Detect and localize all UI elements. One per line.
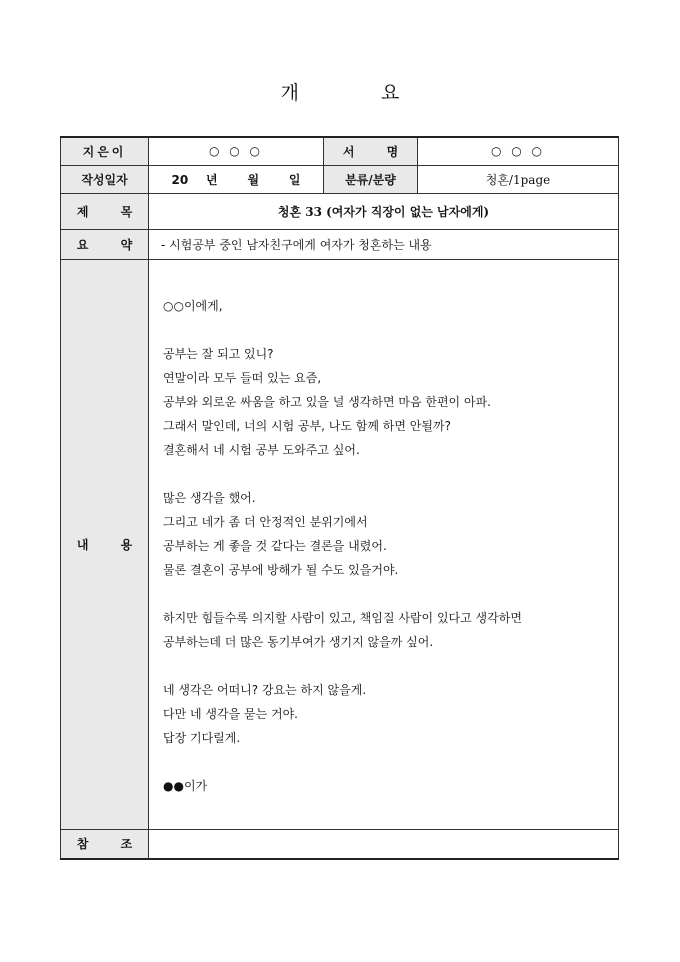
reference-label: 참 조 xyxy=(61,829,149,859)
content-blank-line xyxy=(163,318,606,342)
subject-value: 청혼 33 (여자가 직장이 없는 남자에게) xyxy=(149,193,619,229)
content-line: 네 생각은 어떠니? 강요는 하지 않을게. xyxy=(163,682,367,697)
content-line: 공부와 외로운 싸움을 하고 있을 널 생각하면 마음 한편이 아파. xyxy=(163,394,491,409)
author-label: 지은이 xyxy=(61,137,149,165)
author-value: ○ ○ ○ xyxy=(149,137,324,165)
author-row xyxy=(61,137,619,165)
subject-row xyxy=(61,193,619,229)
content-lines xyxy=(163,294,606,798)
subject-label: 제 목 xyxy=(61,193,149,229)
date-row xyxy=(61,165,619,193)
reference-row xyxy=(61,829,619,859)
signature-value: ○ ○ ○ xyxy=(418,137,619,165)
signature-label: 서 명 xyxy=(324,137,418,165)
date-month-unit: 월 xyxy=(247,172,260,187)
date-label: 작성일자 xyxy=(61,165,149,193)
date-day-unit: 일 xyxy=(288,172,301,187)
content-row xyxy=(61,259,619,829)
content-line: 답장 기다릴게. xyxy=(163,730,241,745)
content-line: 공부하는데 더 많은 동기부여가 생기지 않을까 싶어. xyxy=(163,634,434,649)
summary-row xyxy=(61,229,619,259)
reference-value xyxy=(149,829,619,859)
content-line: 그래서 말인데, 너의 시험 공부, 나도 함께 하면 안될까? xyxy=(163,418,451,433)
content-line: 공부하는 게 좋을 것 같다는 결론을 내렸어. xyxy=(163,538,387,553)
document-form-table xyxy=(60,136,619,860)
content-line: 결혼해서 네 시험 공부 도와주고 싶어. xyxy=(163,442,360,457)
content-body xyxy=(149,259,619,829)
content-line: 많은 생각을 했어. xyxy=(163,490,256,505)
content-blank-line xyxy=(163,582,606,606)
content-blank-line xyxy=(163,462,606,486)
summary-value: - 시험공부 중인 남자친구에게 여자가 청혼하는 내용 xyxy=(149,229,619,259)
category-value: 청혼/1page xyxy=(418,165,619,193)
content-blank-line xyxy=(163,750,606,774)
content-blank-line xyxy=(163,654,606,678)
date-year: 20 xyxy=(171,172,189,187)
content-label: 내 용 xyxy=(61,259,149,829)
date-value xyxy=(149,165,324,193)
content-line: ●●이가 xyxy=(163,778,208,793)
content-line: ○○이에게, xyxy=(163,298,223,313)
category-label: 분류/분량 xyxy=(324,165,418,193)
content-line: 그리고 네가 좀 더 안정적인 분위기에서 xyxy=(163,514,368,529)
content-line: 하지만 힘들수록 의지할 사람이 있고, 책임질 사람이 있다고 생각하면 xyxy=(163,610,522,625)
content-line: 연말이라 모두 들떠 있는 요즘, xyxy=(163,370,322,385)
content-line: 다만 네 생각을 묻는 거야. xyxy=(163,706,298,721)
page-title: 개 요 xyxy=(280,82,438,104)
summary-label: 요 약 xyxy=(61,229,149,259)
content-line: 물론 결혼이 공부에 방해가 될 수도 있을거야. xyxy=(163,562,399,577)
date-year-unit: 년 xyxy=(206,172,218,187)
content-line: 공부는 잘 되고 있니? xyxy=(163,346,274,361)
